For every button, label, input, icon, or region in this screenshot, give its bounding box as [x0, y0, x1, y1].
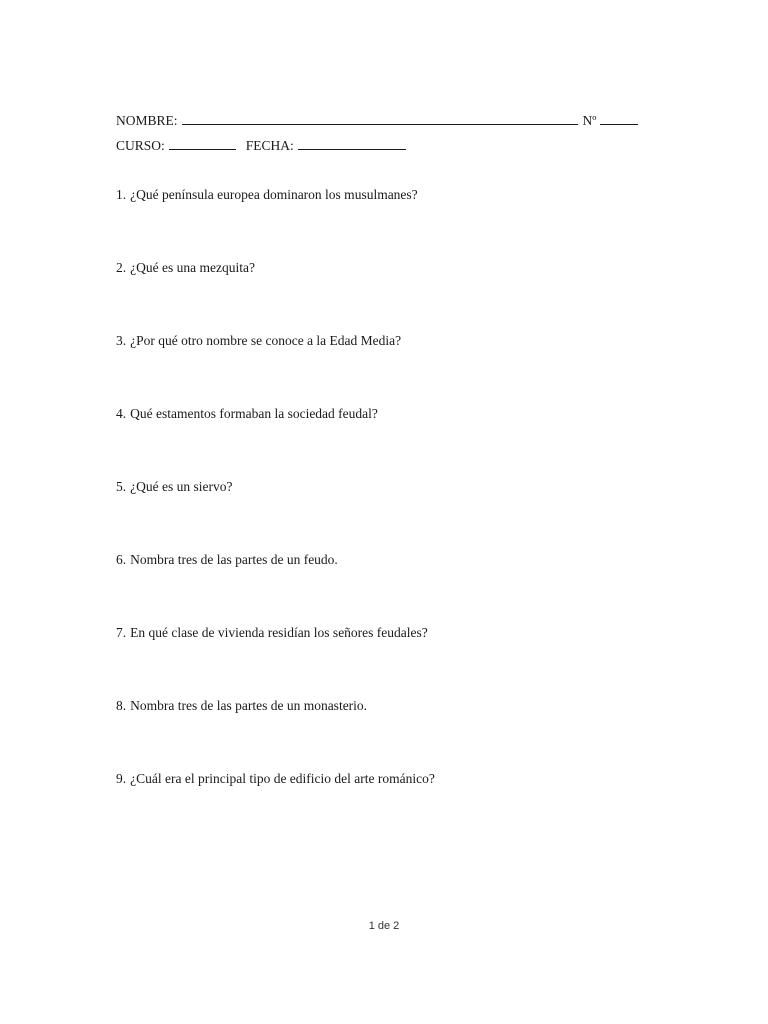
name-row [116, 112, 638, 129]
number-blank [600, 112, 638, 125]
page-indicator: 1 de 2 [368, 920, 400, 932]
question-number: 1. [116, 187, 127, 202]
question-number: 4. [116, 406, 127, 421]
question-number: 9. [116, 771, 127, 786]
question-number: 6. [116, 552, 127, 567]
question-number: 8. [116, 698, 127, 713]
course-blank [169, 137, 236, 150]
question-2 [116, 260, 255, 276]
course-label: CURSO: [116, 138, 165, 153]
question-number: 7. [116, 625, 127, 640]
question-text: ¿Qué es una mezquita? [130, 260, 255, 275]
number-label: Nº [582, 113, 597, 128]
question-9 [116, 771, 435, 787]
date-label: FECHA: [245, 138, 294, 153]
question-text: ¿Cuál era el principal tipo de edificio del arte románico? [130, 771, 435, 786]
question-1 [116, 187, 418, 203]
question-3 [116, 333, 401, 349]
question-number: 3. [116, 333, 127, 348]
question-text: Nombra tres de las partes de un monasterio. [130, 698, 368, 713]
question-7 [116, 625, 428, 641]
question-text: ¿Qué es un siervo? [130, 479, 233, 494]
question-4 [116, 406, 378, 422]
question-text: ¿Por qué otro nombre se conoce a la Edad Media? [130, 333, 402, 348]
name-label: NOMBRE: [116, 113, 178, 128]
course-row [116, 137, 406, 154]
date-blank [298, 137, 406, 150]
question-8 [116, 698, 367, 714]
question-text: Nombra tres de las partes de un feudo. [130, 552, 338, 567]
question-text: En qué clase de vivienda residían los señores feudales? [130, 625, 428, 640]
question-text: Qué estamentos formaban la sociedad feudal? [130, 406, 378, 421]
name-blank [182, 112, 578, 125]
question-6 [116, 552, 338, 568]
question-number: 5. [116, 479, 127, 494]
question-text: ¿Qué península europea dominaron los musulmanes? [130, 187, 418, 202]
question-number: 2. [116, 260, 127, 275]
question-5 [116, 479, 232, 495]
